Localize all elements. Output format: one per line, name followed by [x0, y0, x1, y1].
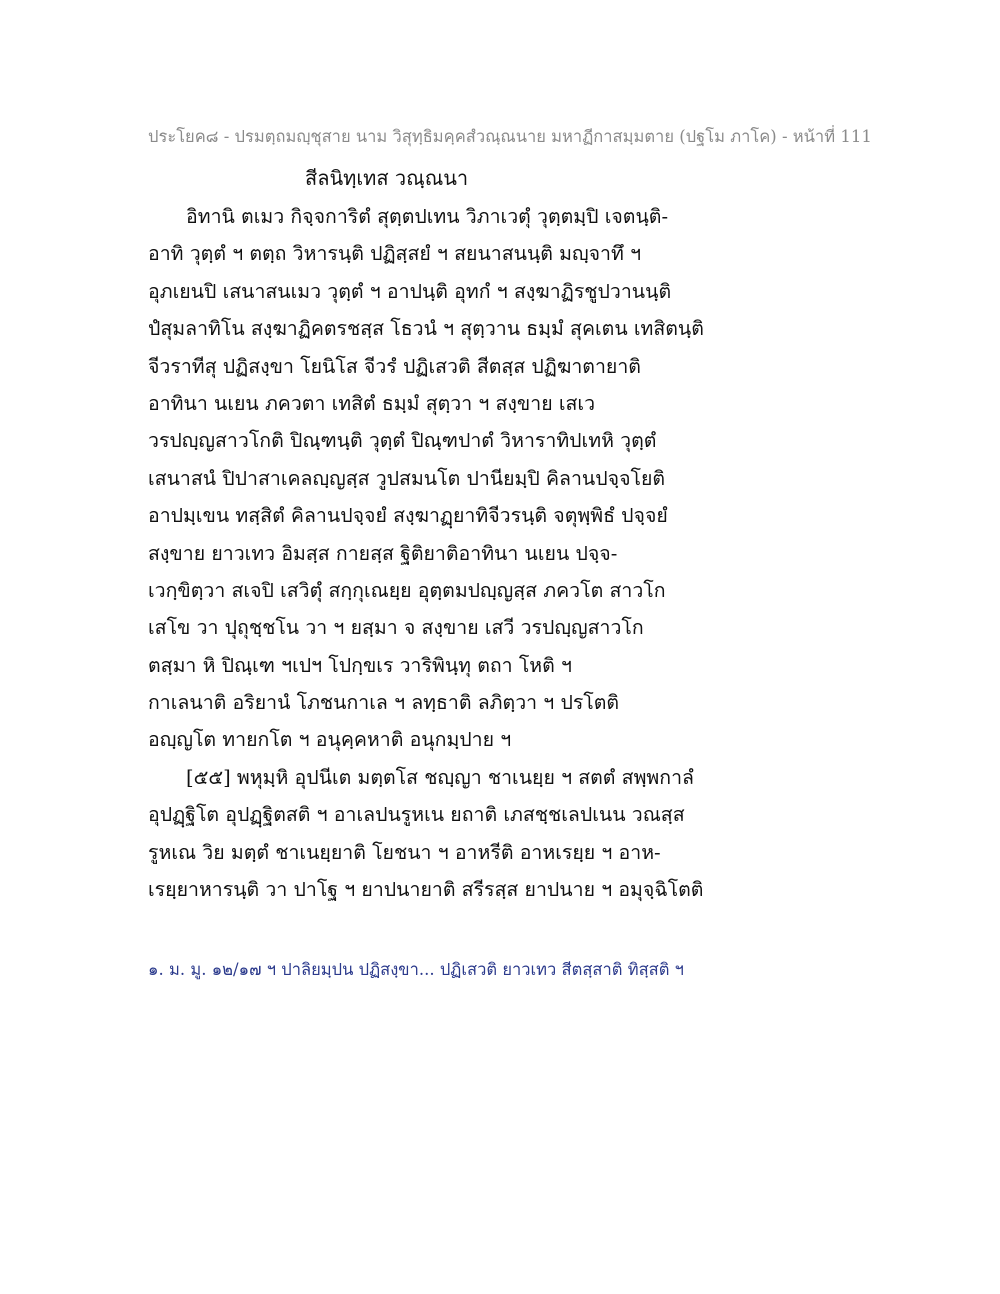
text-line: สงฺขาย ยาวเทว อิมสฺส กายสฺส ฐิติยาติอาทินา นเยน ปจฺจ- — [148, 541, 618, 565]
text-line: อาทินา นเยน ภควตา เทสิตํ ธมฺมํ สุตฺวา ฯ สงฺขาย เสเว — [148, 391, 596, 415]
text-line: ปํสุมลาทิโน สงฺฆาฏิคตรชสฺส โธวนํ ฯ สุตฺวาน ธมฺมํ สุคเตน เทสิตนฺติ — [148, 317, 704, 341]
text-line: รูหเณ วิย มตฺตํ ชาเนยฺยาติ โยชนา ฯ อาหรีติ อาหเรยฺย ฯ อาห- — [148, 840, 661, 864]
text-line: อญฺญโต ทายกโต ฯ อนุคฺคหาติ อนุกมฺปาย ฯ — [148, 728, 512, 752]
text-line: เวกฺขิตฺวา สเจปิ เสวิตุํ สกฺกุเณยฺย อุตฺตมปญฺญสฺส ภควโต สาวโก — [148, 578, 666, 602]
text-line: อุภเยนปิ เสนาสนเมว วุตฺตํ ฯ อาปนฺติ อุทกํ ฯ สงฺฆาฏิรชูปวานนฺติ — [148, 279, 672, 303]
footnote: ๑. ม. มู. ๑๒/๑๗ ฯ ปาลิยมฺปน ปฏิสงฺขา... ปฏิเสวติ ยาวเทว สีตสฺสาติ ทิสฺสติ ฯ — [148, 960, 684, 979]
section-title: สีลนิทฺเทส วณฺณนา — [305, 166, 469, 190]
text-line: อาทิ วุตฺตํ ฯ ตตฺถ วิหารนฺติ ปฏิสฺสยํ ฯ สยนาสนนฺติ มญฺจาทึ ฯ — [148, 242, 642, 266]
text-line: [๕๕] พหุมฺหิ อุปนีเต มตฺตโส ชญฺญา ชาเนยฺย ฯ สตตํ สพฺพกาลํ — [186, 765, 694, 789]
text-line: เสโข วา ปุถุชฺชโน วา ฯ ยสฺมา จ สงฺขาย เสวี วรปญฺญสาวโก — [148, 616, 644, 640]
text-line: อิทานิ ตเมว กิจฺจการิตํ สุตฺตปเทน วิภาเวตุํ วุตฺตมฺปิ เจตนฺติ- — [186, 205, 669, 228]
text-line: ตสฺมา หิ ปิณฺเฑ ฯเปฯ โปกฺขเร วาริพินฺทุ ตถา โหติ ฯ — [148, 653, 572, 677]
text-line: จีวราทีสุ ปฏิสงฺขา โยนิโส จีวรํ ปฏิเสวติ สีตสฺส ปฏิฆาตายาติ — [148, 354, 641, 378]
text-line: กาเลนาติ อริยานํ โภชนกาเล ฯ ลทฺธาติ ลภิตฺวา ฯ ปรโตติ — [148, 691, 620, 715]
body-text — [148, 198, 748, 908]
text-line: อุปฏฺฐิโต อุปฏฺฐิตสติ ฯ อาเลปนรูหเน ยถาติ เภสชฺชเลปเนน วณสฺส — [148, 803, 685, 827]
text-line: เสนาสนํ ปิปาสาเคลญฺญสฺส วูปสมนโต ปานียมฺปิ คิลานปจฺจโยติ — [148, 466, 666, 490]
running-header: ประโยค๘ - ปรมตฺถมญฺชุสาย นาม วิสุทฺธิมคฺคสํวณฺณนาย มหาฏีกาสมฺมตาย (ปฐโม ภาโค) - หน้าที่ 111 — [148, 127, 872, 146]
text-line: วรปญฺญสาวโกติ ปิณฺฑนฺติ วุตฺตํ ปิณฺฑปาตํ วิหาราทิปเทหิ วุตฺตํ — [148, 429, 657, 453]
text-line: อาปมฺเขน ทสฺสิตํ คิลานปจฺจยํ สงฺฆาฏฺยาทิจีวรนฺติ จตุพฺพิธํ ปจฺจยํ — [148, 504, 668, 528]
text-line: เรยฺยาหารนฺติ วา ปาโฐ ฯ ยาปนายาติ สรีรสฺส ยาปนาย ฯ อมุจฺฉิโตติ — [148, 878, 704, 902]
